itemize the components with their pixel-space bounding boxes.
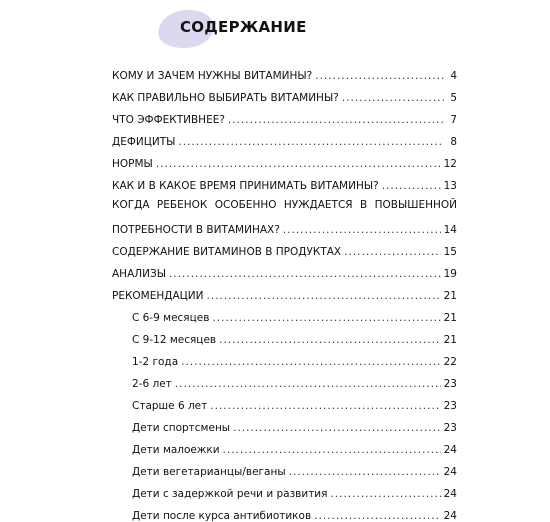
leader-dots: [289, 466, 441, 478]
toc-entry[interactable]: [112, 174, 457, 192]
toc-entry-label: КАК ПРАВИЛЬНО ВЫБИРАТЬ ВИТАМИНЫ?: [112, 92, 339, 104]
toc-subentry[interactable]: [112, 394, 457, 412]
toc-subentry[interactable]: [112, 328, 457, 346]
toc-entry-label: КАК И В КАКОЕ ВРЕМЯ ПРИНИМАТЬ ВИТАМИНЫ?: [112, 180, 379, 192]
toc-entry-page: 21: [443, 290, 457, 302]
toc-subentry-label: Дети малоежки: [132, 444, 220, 456]
toc-entry-label: РЕКОМЕНДАЦИИ: [112, 290, 204, 302]
toc-subentry[interactable]: [112, 460, 457, 478]
leader-dots: [344, 246, 440, 258]
toc-subentry[interactable]: [112, 306, 457, 324]
toc-subentry-page: 23: [443, 400, 457, 412]
toc-subentry-page: 21: [443, 312, 457, 324]
leader-dots: [315, 70, 444, 82]
toc-entry-label: КОМУ И ЗАЧЕМ НУЖНЫ ВИТАМИНЫ?: [112, 70, 313, 82]
leader-dots: [233, 422, 441, 434]
toc-entry[interactable]: [112, 130, 457, 148]
leader-dots: [342, 92, 444, 104]
toc-subentry-page: 24: [443, 488, 457, 500]
toc-entry[interactable]: [112, 86, 457, 104]
toc-subentry-label: С 9-12 месяцев: [132, 334, 217, 346]
toc-entry-page: 14: [443, 224, 457, 236]
toc-entry-label: ДЕФИЦИТЫ: [112, 136, 176, 148]
toc-subentry-label: С 6-9 месяцев: [132, 312, 210, 324]
toc-entry-label: АНАЛИЗЫ: [112, 268, 167, 280]
toc-subentry-page: 22: [443, 356, 457, 368]
leader-dots: [178, 136, 444, 148]
leader-dots: [330, 488, 440, 500]
toc-entry[interactable]: [112, 108, 457, 126]
toc-entry: [112, 218, 457, 236]
toc-entry[interactable]: [112, 152, 457, 170]
leader-dots: [314, 510, 440, 522]
toc-subentry-label: Дети вегетарианцы/веганы: [132, 466, 286, 478]
toc-entry-label: СОДЕРЖАНИЕ ВИТАМИНОВ В ПРОДУКТАХ: [112, 246, 342, 258]
toc-subentry-page: 21: [443, 334, 457, 346]
toc-subentry[interactable]: [112, 416, 457, 434]
leader-dots: [207, 290, 441, 302]
toc-entry-page: 19: [443, 268, 457, 280]
leader-dots: [175, 378, 441, 390]
toc-entry[interactable]: [112, 262, 457, 280]
toc-entry-page: 4: [450, 70, 457, 82]
toc-entry-page: 5: [450, 92, 457, 104]
toc-subentry-label: 2-6 лет: [132, 378, 172, 390]
leader-dots: [169, 268, 441, 280]
toc-subentry-page: 24: [443, 444, 457, 456]
toc-subentry[interactable]: [112, 372, 457, 390]
leader-dots: [212, 312, 440, 324]
leader-dots: [210, 400, 440, 412]
toc-entry-label-line2: ПОТРЕБНОСТИ В ВИТАМИНАХ?: [112, 224, 280, 236]
toc-entry-page: 7: [450, 114, 457, 126]
leader-dots: [283, 224, 441, 236]
leader-dots: [382, 180, 441, 192]
table-of-contents: [112, 64, 457, 522]
toc-entry-page: 15: [443, 246, 457, 258]
toc-entry-multiline[interactable]: [112, 196, 457, 236]
toc-subentry-label: Дети после курса антибиотиков: [132, 510, 312, 522]
toc-entry-page: 13: [443, 180, 457, 192]
toc-subentry-label: 1-2 года: [132, 356, 179, 368]
toc-subentry[interactable]: [112, 438, 457, 456]
toc-subentry[interactable]: [112, 350, 457, 368]
leader-dots: [219, 334, 441, 346]
toc-subentry-label: Дети спортсмены: [132, 422, 231, 434]
heading-area: [158, 8, 307, 48]
leader-dots: [156, 158, 441, 170]
toc-entry-label: НОРМЫ: [112, 158, 153, 170]
toc-entry-label: ЧТО ЭФФЕКТИВНЕЕ?: [112, 114, 225, 126]
toc-subentry[interactable]: [112, 482, 457, 500]
toc-subentry-label: Дети с задержкой речи и развития: [132, 488, 328, 500]
toc-entry[interactable]: [112, 64, 457, 82]
page-title: СОДЕРЖАНИЕ: [180, 18, 307, 36]
toc-entry[interactable]: [112, 284, 457, 302]
toc-entry-label-line1: КОГДА РЕБЕНОК ОСОБЕННО НУЖДАЕТСЯ В ПОВЫШЕННОЙ: [112, 199, 457, 211]
toc-subentry-page: 24: [443, 510, 457, 522]
toc-entry-page: 12: [443, 158, 457, 170]
toc-entry-page: 8: [450, 136, 457, 148]
leader-dots: [181, 356, 441, 368]
toc-subentry-label: Старше 6 лет: [132, 400, 208, 412]
leader-dots: [223, 444, 441, 456]
toc-subentry-page: 23: [443, 378, 457, 390]
toc-subentry-page: 24: [443, 466, 457, 478]
leader-dots: [228, 114, 444, 126]
toc-entry[interactable]: [112, 240, 457, 258]
toc-subentry-page: 23: [443, 422, 457, 434]
